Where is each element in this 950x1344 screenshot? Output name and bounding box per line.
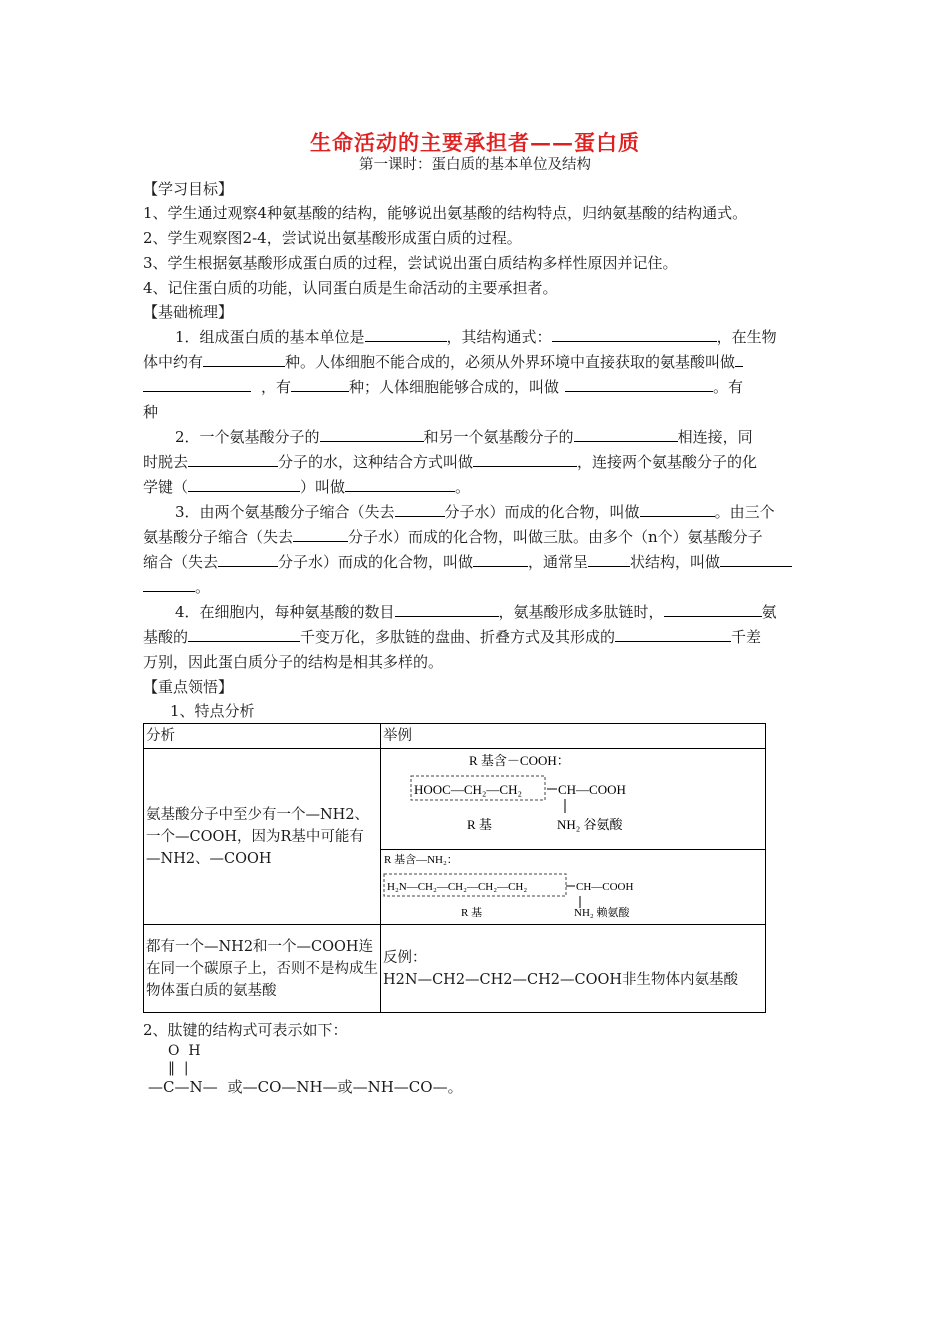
goal-item: 1、学生通过观察4种氨基酸的结构，能够说出氨基酸的结构特点，归纳氨基酸的结构通式。 (143, 204, 748, 222)
q4-line2: 基酸的 千变万化，多肽链的盘曲、折叠方式及其形成的 千差 (143, 628, 762, 646)
row1-example-glutamate (381, 749, 766, 850)
q2-line3: 学键（ ）叫做 。 (143, 478, 471, 496)
answer-blank[interactable] (188, 451, 278, 467)
peptide-main: —C—N— (148, 1078, 218, 1096)
q1-line2: 体中约有 种。人体细胞不能合成的，必须从外界环境中直接获取的氨基酸叫做 (143, 351, 743, 373)
key-item-2: 2、肽键的结构式可表示如下： (143, 1021, 348, 1039)
answer-blank[interactable] (291, 376, 349, 392)
q3-line3: 缩合（失去 分子水）而成的化合物，叫做 ，通常呈 状结构，叫做 (143, 551, 792, 573)
answer-blank[interactable] (143, 376, 251, 392)
peptide-alt: 或—CO—NH—或—NH—CO—。 (227, 1078, 463, 1096)
q2-line1: 2．一个氨基酸分子的 和另一个氨基酸分子的 相连接，同 (175, 428, 753, 446)
goal-item: 4、记住蛋白质的功能，认同蛋白质是生命活动的主要承担者。 (143, 279, 558, 297)
answer-blank[interactable] (664, 601, 762, 617)
answer-blank[interactable] (395, 501, 445, 517)
answer-blank[interactable] (473, 551, 528, 567)
counter-example-label: 反例： (383, 949, 427, 966)
answer-blank[interactable] (188, 626, 300, 642)
lysine-formula (381, 850, 761, 924)
glutamate-formula (381, 749, 761, 849)
answer-blank[interactable] (293, 526, 348, 542)
q3-line2: 氨基酸分子缩合（失去 分子水）而成的化合物，叫做三肽。由多个（n个）氨基酸分子 (143, 528, 763, 546)
glutamate-formula-left: HOOC—CH₂—CH₂ (414, 782, 523, 797)
answer-blank[interactable] (552, 326, 717, 342)
goal-item: 3、学生根据氨基酸形成蛋白质的过程，尝试说出蛋白质结构多样性原因并记住。 (143, 254, 678, 272)
answer-blank[interactable] (574, 426, 678, 442)
peptide-formula (148, 1076, 463, 1098)
page-subtitle: 第一课时：蛋白质的基本单位及结构 (359, 157, 591, 173)
q4-line1: 4．在细胞内，每种氨基酸的数目 ，氨基酸形成多肽链时， 氨 (175, 603, 777, 621)
answer-blank[interactable] (218, 551, 278, 567)
answer-blank[interactable] (395, 601, 499, 617)
goal-item: 2、学生观察图2-4，尝试说出氨基酸形成蛋白质的过程。 (143, 229, 522, 247)
page-title: 生命活动的主要承担者——蛋白质 (310, 130, 640, 155)
peptide-bonds: ‖ | (168, 1060, 189, 1076)
glutamate-formula-right: CH—COOH (558, 782, 626, 797)
answer-blank[interactable] (188, 476, 300, 492)
glutamate-caption: R 基含－COOH： (469, 753, 570, 768)
lysine-formula-right: CH—COOH (576, 881, 634, 893)
lysine-name: NH₂ 赖氨酸 (574, 907, 630, 919)
section-goals-heading: 【学习目标】 (143, 180, 234, 198)
q3-line1: 3．由两个氨基酸分子缩合（失去 分子水）而成的化合物，叫做 。由三个 (175, 503, 775, 521)
section-key-heading: 【重点领悟】 (143, 678, 234, 696)
row2-analysis: 都有一个—NH2和一个—COOH连在同一个碳原子上，否则不是构成生物体蛋白质的氨基酸 (144, 925, 381, 1013)
section-basics-heading: 【基础梳理】 (143, 303, 234, 321)
q1-line4: 种 (143, 403, 159, 421)
lysine-caption: R 基含—NH₂： (384, 854, 458, 866)
lysine-formula-left: H₂N—CH₂—CH₂—CH₂—CH₂ (387, 881, 528, 893)
answer-blank[interactable] (720, 551, 792, 567)
r-group-label: R 基 (461, 907, 483, 919)
answer-blank[interactable] (565, 376, 713, 392)
q2-line2: 时脱去 分子的水，这种结合方式叫做 ，连接两个氨基酸分子的化 (143, 453, 758, 471)
answer-blank[interactable] (320, 426, 424, 442)
answer-blank[interactable] (345, 476, 455, 492)
answer-blank[interactable] (473, 451, 577, 467)
row1-example-lysine (381, 850, 766, 925)
key-item-1: 1、特点分析 (170, 702, 255, 720)
peptide-top-atoms: O H (168, 1043, 201, 1059)
feature-analysis-table (143, 723, 766, 1013)
glutamate-name: NH₂ 谷氨酸 (557, 817, 623, 832)
answer-blank[interactable] (640, 501, 715, 517)
r-group-label: R 基 (467, 817, 492, 832)
table-header-example: 举例 (381, 724, 766, 749)
q1-line3: ，有 种；人体细胞能够合成的，叫做 。有 (143, 376, 743, 398)
answer-blank[interactable] (143, 576, 195, 592)
answer-blank[interactable] (203, 351, 285, 367)
q1-line1: 1．组成蛋白质的基本单位是 ，其结构通式： ，在生物 (175, 328, 777, 346)
counter-example-text: H2N—CH2—CH2—CH2—COOH非生物体内氨基酸 (383, 971, 738, 988)
q4-line3: 万别，因此蛋白质分子的结构是相其多样的。 (143, 653, 444, 671)
row1-analysis: 氨基酸分子中至少有一个—NH2、一个—COOH，因为R基中可能有—NH2、—COOH (144, 749, 381, 925)
answer-blank[interactable] (365, 326, 447, 342)
answer-blank[interactable] (615, 626, 731, 642)
answer-blank[interactable] (735, 351, 743, 367)
row2-example (381, 925, 766, 1013)
answer-blank[interactable] (588, 551, 630, 567)
q3-line4: 。 (143, 576, 210, 598)
table-header-analysis: 分析 (144, 724, 381, 749)
